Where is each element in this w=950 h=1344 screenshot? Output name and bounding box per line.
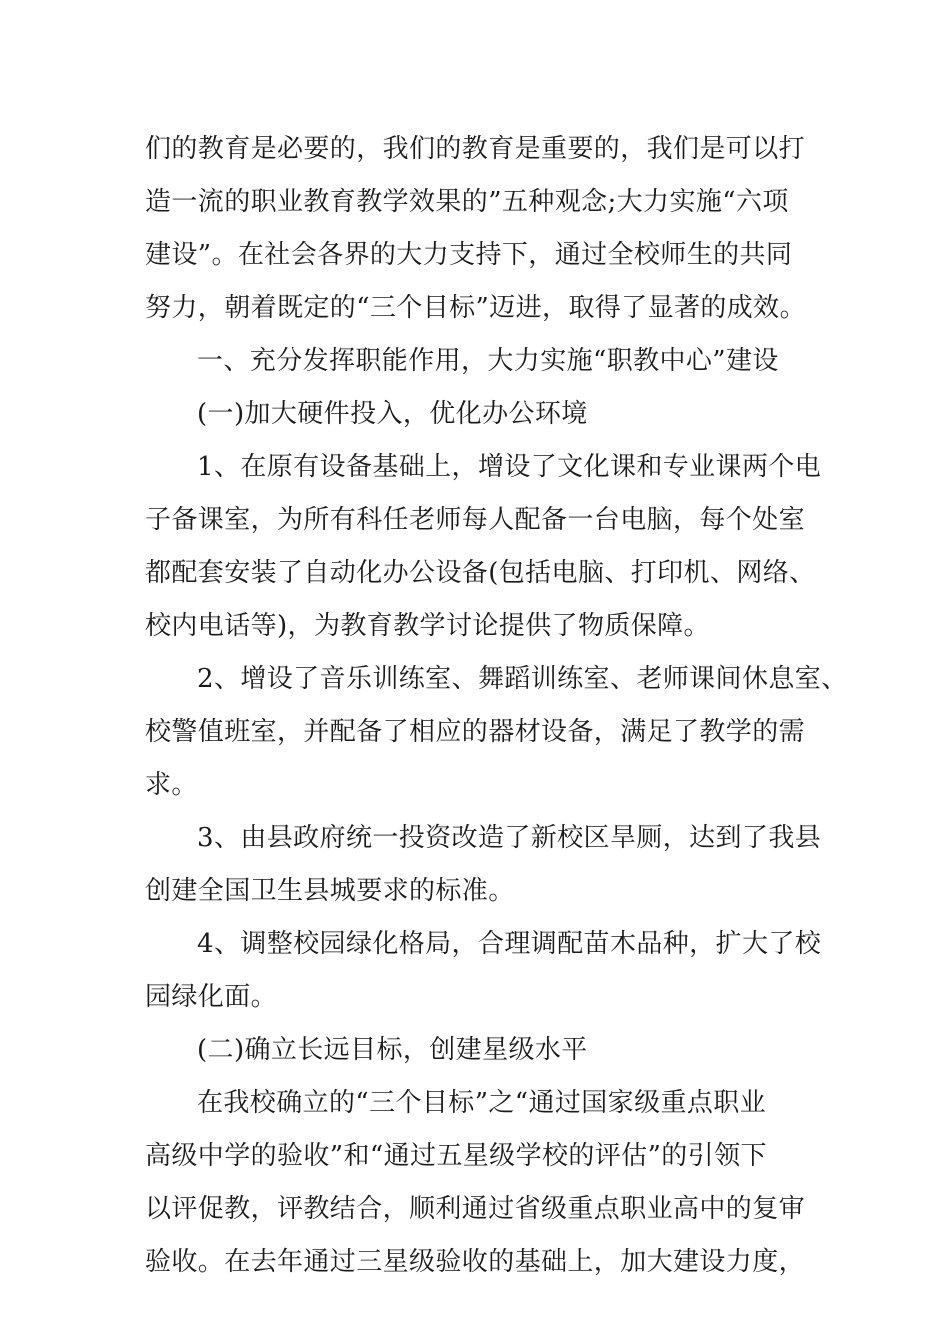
text-line: 3、由县政府统一投资改造了新校区旱厕，达到了我县 [197,823,822,853]
text-line: 在我校确立的“三个目标”之“通过国家级重点职业 [197,1088,767,1118]
text-line: 们的教育是必要的，我们的教育是重要的，我们是可以打 [145,134,806,164]
text-line: 校警值班室，并配备了相应的器材设备，满足了教学的需 [145,717,806,747]
text-line: 创建全国卫生县城要求的标准。 [145,876,515,906]
text-line: 4、调整校园绿化格局，合理调配苗木品种，扩大了校 [197,929,822,959]
text-line: 园绿化面。 [145,982,278,1012]
text-line: (一)加大硬件投入，优化办公环境 [197,399,588,429]
text-line: 建设”。在社会各界的大力支持下，通过全校师生的共同 [145,240,793,270]
text-line: 以评促教，评教结合，顺利通过省级重点职业高中的复审 [145,1194,806,1224]
text-line: 求。 [145,770,198,800]
text-line: 校内电话等)，为教育教学讨论提供了物质保障。 [145,611,710,641]
text-line: 2、增设了音乐训练室、舞蹈训练室、老师课间休息室、 [197,664,848,694]
text-line: 子备课室，为所有科任老师每人配备一台电脑，每个处室 [145,505,806,535]
text-line: 造一流的职业教育教学效果的”五种观念;大力实施“六项 [145,187,789,217]
text-line: 1、在原有设备基础上，增设了文化课和专业课两个电 [197,452,822,482]
text-line: 高级中学的验收”和“通过五星级学校的评估”的引领下 [145,1141,767,1171]
text-line: 努力，朝着既定的“三个目标”迈进，取得了显著的成效。 [145,293,806,323]
document-body [145,123,848,1289]
text-line: 都配套安装了自动化办公设备(包括电脑、打印机、网络、 [145,558,816,588]
text-line: 一、充分发挥职能作用，大力实施“职教中心”建设 [197,346,779,376]
text-line: (二)确立长远目标，创建星级水平 [197,1035,588,1065]
text-line: 验收。在去年通过三星级验收的基础上，加大建设力度， [145,1247,806,1277]
